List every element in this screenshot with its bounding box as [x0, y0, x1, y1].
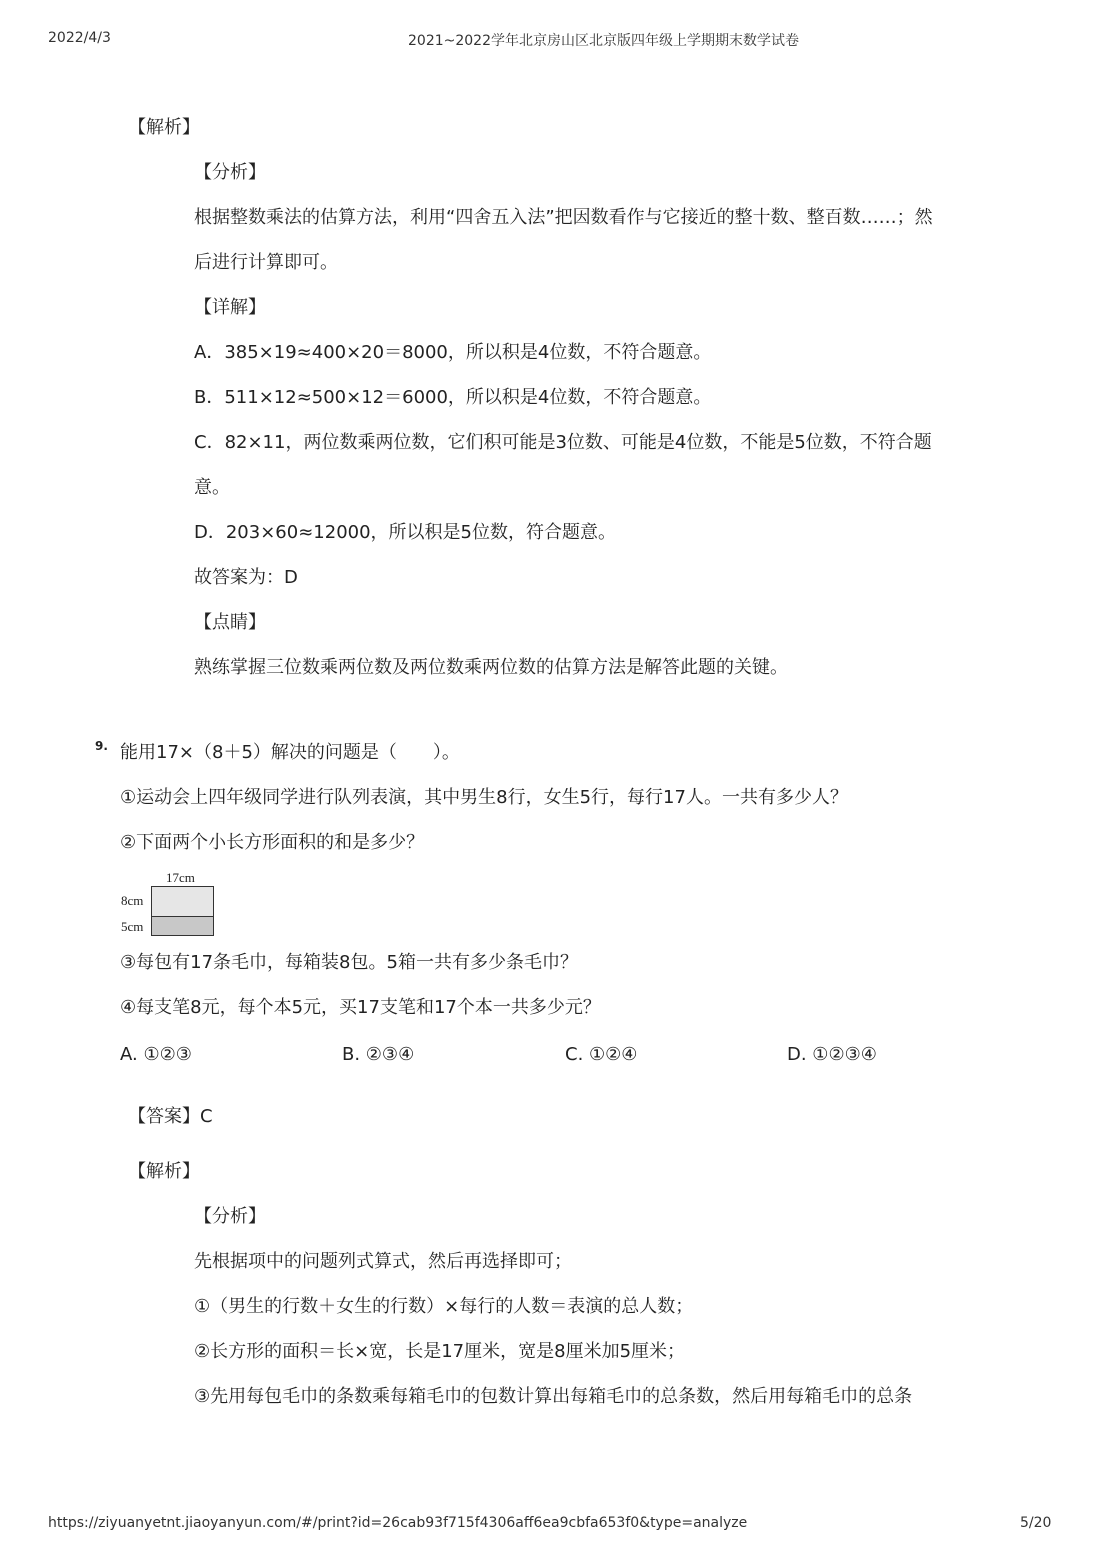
- fenxi-text: ②长方形的面积＝长×宽，长是17厘米，宽是8厘米加5厘米；: [194, 1341, 686, 1362]
- option-b: B. ②③④: [342, 1044, 415, 1065]
- figure-width-label-2: 5cm: [121, 919, 144, 934]
- analysis-heading: 【解析】: [128, 117, 200, 138]
- question-item-1: ①运动会上四年级同学进行队列表演，其中男生8行，女生5行，每行17人。一共有多少人？: [120, 787, 848, 808]
- print-date: 2022/4/3: [48, 30, 111, 46]
- question-item-3: ③每包有17条毛巾，每箱装8包。5箱一共有多少条毛巾？: [120, 952, 578, 973]
- dianjing-heading: 【点睛】: [194, 612, 266, 633]
- answer-value: C: [200, 1106, 213, 1127]
- question-item-2: ②下面两个小长方形面积的和是多少？: [120, 832, 425, 853]
- question-item-4: ④每支笔8元，每个本5元，买17支笔和17个本一共多少元？: [120, 997, 601, 1018]
- fenxi-text: ①（男生的行数＋女生的行数）×每行的人数＝表演的总人数；: [194, 1296, 694, 1317]
- xiangjie-heading: 【详解】: [194, 297, 266, 318]
- analysis-heading: 【解析】: [128, 1161, 200, 1182]
- detail-line-a: A．385×19≈400×20＝8000，所以积是4位数，不符合题意。: [194, 342, 712, 363]
- fenxi-heading: 【分析】: [194, 1206, 266, 1227]
- detail-line-b: B．511×12≈500×12＝6000，所以积是4位数，不符合题意。: [194, 387, 712, 408]
- upper-rectangle: [151, 886, 214, 917]
- figure-length-label: 17cm: [166, 870, 195, 885]
- page-number: 5/20: [1020, 1515, 1052, 1531]
- dianjing-text: 熟练掌握三位数乘两位数及两位数乘两位数的估算方法是解答此题的关键。: [194, 657, 788, 678]
- option-d: D. ①②③④: [787, 1044, 877, 1065]
- option-a: A. ①②③: [120, 1044, 192, 1065]
- answer-label: 【答案】: [128, 1106, 200, 1127]
- question-stem: 能用17×（8＋5）解决的问题是（ ）。: [120, 742, 460, 763]
- fenxi-heading: 【分析】: [194, 162, 266, 183]
- fenxi-text: 后进行计算即可。: [194, 252, 338, 273]
- answer-line: 故答案为：D: [194, 567, 298, 588]
- rectangle-figure: [118, 868, 228, 940]
- fenxi-text: ③先用每包毛巾的条数乘每箱毛巾的包数计算出每箱毛巾的总条数，然后用每箱毛巾的总条: [194, 1386, 913, 1407]
- detail-line-c: C．82×11，两位数乘两位数，它们积可能是3位数、可能是4位数，不能是5位数，不符合题: [194, 432, 932, 453]
- detail-line-c: 意。: [194, 477, 230, 498]
- lower-rectangle: [151, 916, 214, 936]
- figure-width-label-1: 8cm: [121, 893, 144, 908]
- document-title: 2021~2022学年北京房山区北京版四年级上学期期末数学试卷: [408, 33, 799, 49]
- fenxi-text: 先根据项中的问题列式算式，然后再选择即可；: [194, 1251, 572, 1272]
- answer-row: [128, 1105, 213, 1129]
- fenxi-text: 根据整数乘法的估算方法，利用“四舍五入法”把因数看作与它接近的整十数、整百数……；然: [194, 207, 933, 228]
- footer-url[interactable]: https://ziyuanyetnt.jiaoyanyun.com/#/print?id=26cab93f715f4306aff6ea9cbfa653f0&type=analyze: [48, 1515, 748, 1531]
- detail-line-d: D．203×60≈12000，所以积是5位数，符合题意。: [194, 522, 616, 543]
- option-c: C. ①②④: [565, 1044, 638, 1065]
- question-number: 9.: [95, 739, 108, 753]
